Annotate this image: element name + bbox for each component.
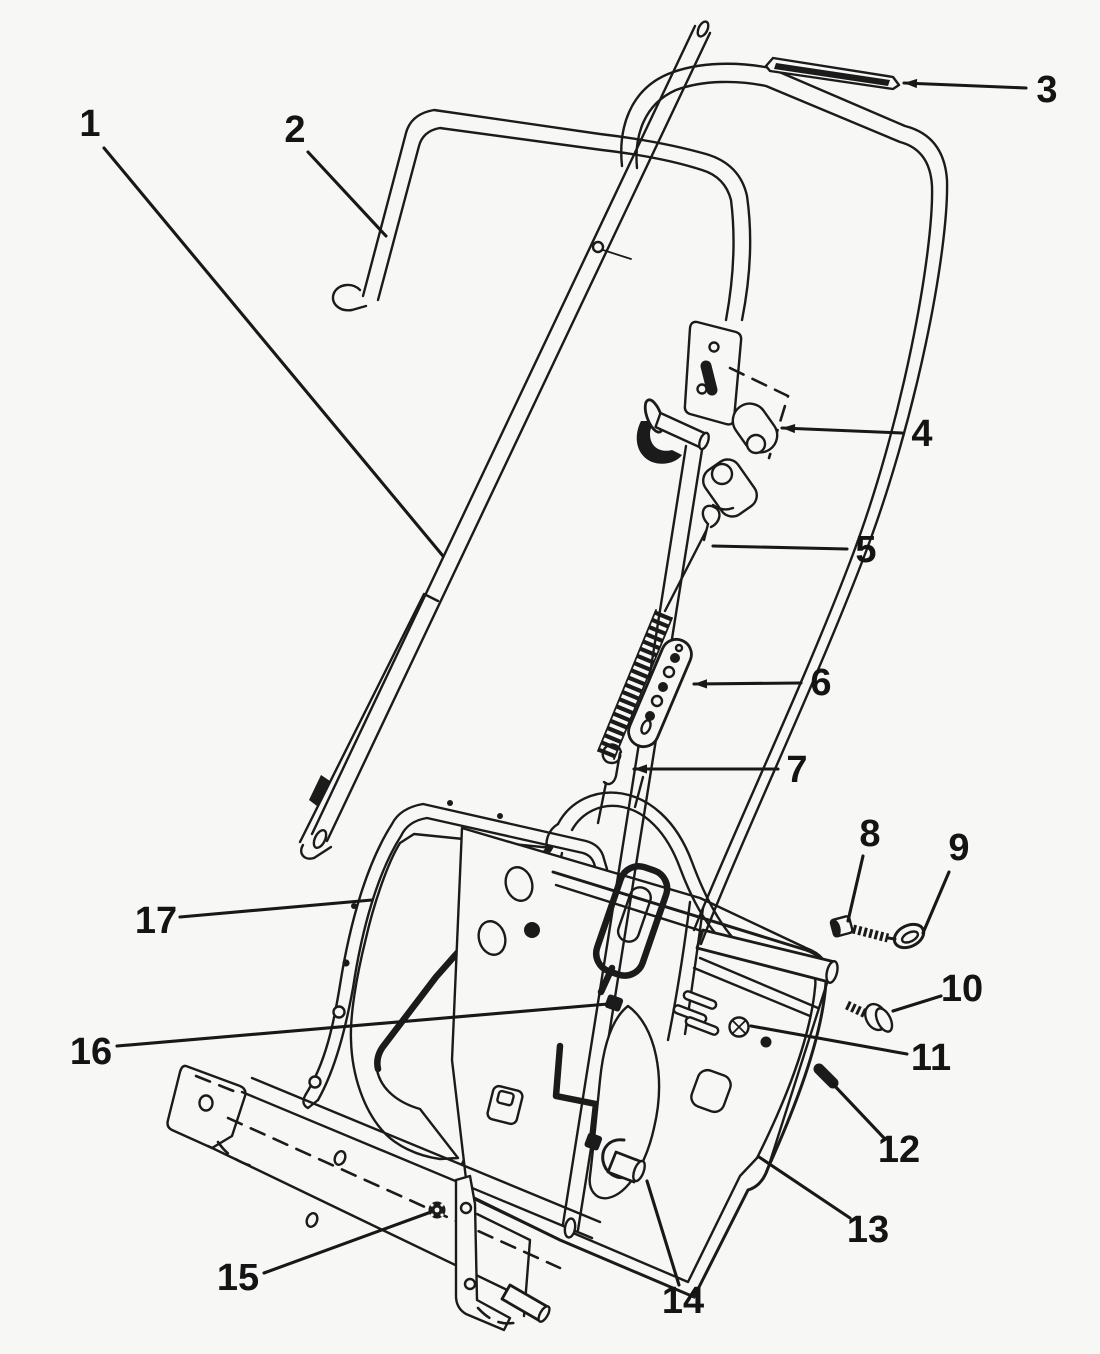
tube-hole [593,242,603,252]
hook-end [333,285,366,310]
callout-8-leader [848,856,863,921]
callout-15-label: 15 [216,1257,260,1299]
callout-1-leader [104,148,443,556]
latch-hole [710,343,719,352]
hook-stem-lower [635,777,643,807]
callout-12-leader [831,1082,884,1138]
callout-10-label: 10 [940,968,984,1010]
callout-9-leader [923,872,949,933]
strap-hole-filled [658,682,668,692]
callout-3-arrowhead [904,79,917,88]
eye-bolt-9 [853,920,928,952]
callout-14-label: 14 [661,1280,705,1322]
callout-7-label: 7 [786,749,808,791]
callout-5-label: 5 [855,529,877,571]
strap-body [624,635,696,752]
eyebolt-threads [853,929,888,938]
flange-hole [200,1096,213,1111]
callout-10-leader [893,996,941,1011]
upper-handle-loop [621,64,947,944]
hex-bolt-10 [847,1000,895,1034]
upper-handle-left-2 [333,110,750,320]
adjuster-strap-6 [624,635,696,752]
strap-hole-filled [645,711,655,721]
callout-3-label: 3 [1036,69,1058,111]
trunnion-hole [712,464,732,484]
console-rivet [761,1037,772,1048]
callout-4-label: 4 [911,413,933,455]
strap-hole-filled [670,653,680,663]
callout-3-leader [904,83,1026,88]
handle2-inner [378,128,733,320]
end-bracket-hole [461,1203,471,1213]
callout-4-arrowhead [782,424,795,433]
callout-5-leader [713,546,847,549]
callout-9-label: 9 [948,827,970,869]
console-rivet [524,922,540,938]
callout-6-arrowhead [694,679,707,688]
strap-hole [664,667,674,677]
callout-17-leader [180,900,372,917]
callout-2-label: 2 [284,109,306,151]
callout-11-label: 11 [910,1037,952,1079]
loop-outer [621,64,947,944]
callout-8-label: 8 [859,813,881,855]
loop-inner [636,82,932,930]
rail-hole [333,1150,348,1167]
callout-6-label: 6 [810,662,832,704]
latch-hole [698,385,707,394]
trunnion-block [698,454,762,521]
callout-13-leader [759,1157,850,1218]
hook-stem [598,783,606,823]
pivot-pill-hole [747,435,765,453]
frame-rivet [497,813,503,819]
latch-pin [706,366,712,390]
callout-6-leader [694,683,801,684]
frame-rivet [342,959,349,966]
frame-rivet [447,800,453,806]
end-bracket-hole [465,1279,475,1289]
frame-hole [310,1077,321,1088]
strap-hole [652,696,662,706]
flange-washer-11 [730,1018,749,1037]
frame-rivet [351,903,357,909]
callout-1-label: 1 [79,103,101,145]
tube-hole-tick [603,250,631,259]
eyebolt-ring [890,920,927,952]
strap-hole [676,645,682,651]
callout-13-label: 13 [846,1209,890,1251]
rail-hole [305,1212,320,1229]
callout-2-leader [308,152,386,236]
callout-17-label: 17 [134,900,178,942]
grip-rod-3 [766,58,899,89]
callout-16-label: 16 [69,1031,113,1073]
frame-hole [334,1007,345,1018]
callout-4-leader [782,428,902,433]
rosette-bolt-15 [429,1202,446,1219]
callout-12-label: 12 [877,1129,921,1171]
